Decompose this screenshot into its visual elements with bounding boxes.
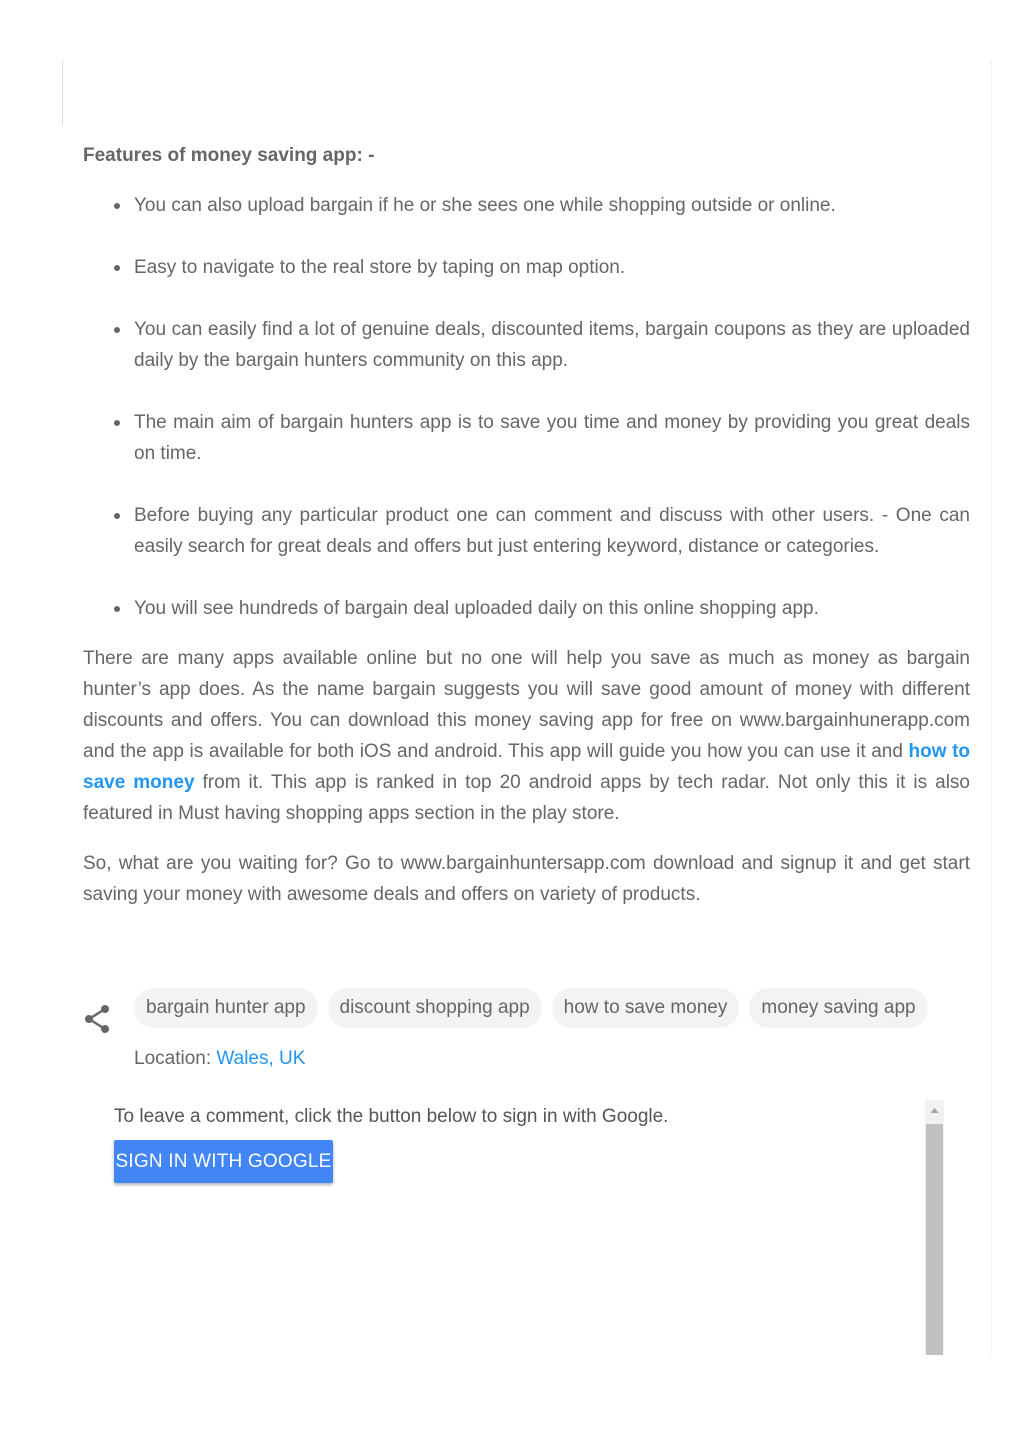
label-chip-money-saving-app[interactable]: money saving app	[749, 988, 927, 1028]
feature-item: You can easily find a lot of genuine deals, discounted items, bargain coupons as they are uploaded daily by the bargain hunters community on this app.	[134, 314, 970, 376]
post-body	[83, 140, 970, 910]
label-chip-how-to-save-money[interactable]: how to save money	[552, 988, 740, 1028]
share-icon[interactable]	[83, 1004, 111, 1034]
features-heading: Features of money saving app: -	[83, 145, 375, 166]
label-chip-discount-shopping-app[interactable]: discount shopping app	[328, 988, 542, 1028]
location-link[interactable]: Wales, UK	[216, 1048, 306, 1069]
comment-signin-prompt: To leave a comment, click the button below to sign in with Google.	[114, 1106, 669, 1127]
feature-item: You can also upload bargain if he or she sees one while shopping outside or online.	[134, 190, 970, 221]
paragraph-apps	[83, 643, 970, 829]
comment-scrollbar[interactable]	[925, 1100, 944, 1355]
label-chips	[134, 988, 928, 1028]
how-to-save-money-link[interactable]: how to save money	[83, 741, 970, 793]
frame-border-right	[991, 60, 992, 1355]
paragraph-apps-text-end: from it. This app is ranked in top 20 android apps by tech radar. Not only this it is also featured in Must having shopping apps section in the play store.	[83, 772, 970, 824]
label-chip-bargain-hunter-app[interactable]: bargain hunter app	[134, 988, 318, 1028]
scroll-up-arrow-icon[interactable]	[925, 1100, 944, 1122]
comment-frame	[103, 1100, 946, 1355]
paragraph-apps-text-start: There are many apps available online but no one will help you save as much as money as bargain hunter’s app does. As the name bargain suggests you will save good amount of money with different discounts and offers. You can download this money saving app for free on www.bargainhunerapp.com and the app is available for both iOS and android. This app will guide you how you can use it and	[83, 648, 970, 762]
location-label: Location:	[134, 1048, 217, 1069]
scrollbar-thumb[interactable]	[926, 1124, 943, 1355]
feature-item: Easy to navigate to the real store by taping on map option.	[134, 252, 970, 283]
feature-item: You will see hundreds of bargain deal uploaded daily on this online shopping app.	[134, 593, 970, 624]
post-location	[134, 1045, 305, 1073]
frame-border-left	[62, 60, 63, 126]
post-labels	[83, 988, 983, 1028]
feature-item: The main aim of bargain hunters app is to save you time and money by providing you great deals on time.	[134, 407, 970, 469]
feature-item: Before buying any particular product one can comment and discuss with other users. - One can easily search for great deals and offers but just entering keyword, distance or categories.	[134, 500, 970, 562]
sign-in-with-google-button[interactable]: SIGN IN WITH GOOGLE	[114, 1140, 333, 1183]
features-list	[83, 190, 970, 624]
paragraph-cta: So, what are you waiting for? Go to www.bargainhuntersapp.com download and signup it and get start saving your money with awesome deals and offers on variety of products.	[83, 853, 970, 905]
